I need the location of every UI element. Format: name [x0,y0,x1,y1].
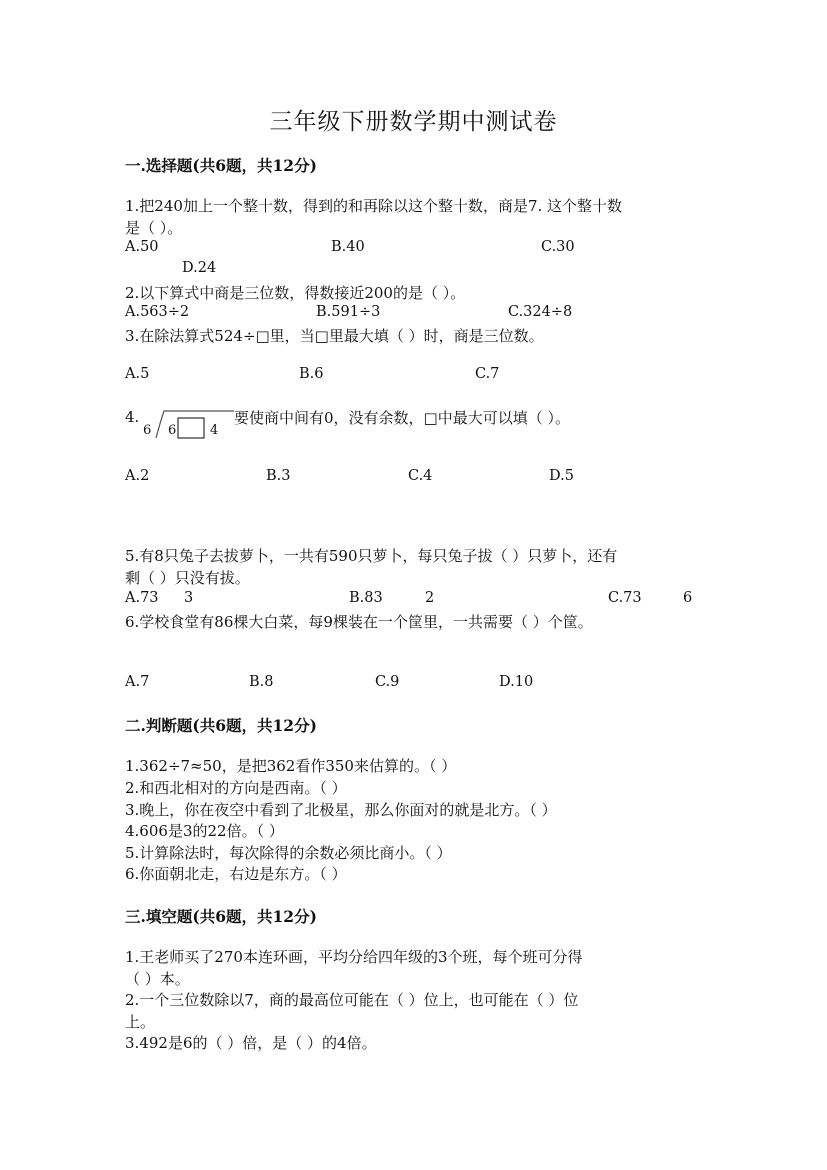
q5-option-a: A.73 [125,590,159,606]
q2-option-b: B.591÷3 [316,304,381,320]
q3-option-c: C.7 [475,366,500,382]
q1-option-c: C.30 [541,239,575,255]
q3-option-b: B.6 [299,366,324,382]
q4-option-b: B.3 [266,468,291,484]
section3-heading: 三.填空题(共6题，共12分) [125,907,317,926]
q1-option-d: D.24 [182,260,217,276]
q5-option-b: B.83 [349,590,383,606]
q4-dividend-last: 4 [210,423,219,438]
q3-option-a: A.5 [125,366,150,382]
q1-line1: 1.把240加上一个整十数，得到的和再除以这个整十数，商是7. 这个整十数 [125,197,623,215]
q6-option-a: A.7 [125,674,150,690]
judge-item-3: 3.晚上，你在夜空中看到了北极星，那么你面对的就是北方。（ ） [125,801,557,819]
q5-option-a-remainder: 3 [184,590,194,606]
q1-option-a: A.50 [125,239,159,255]
q6-text: 6.学校食堂有86棵大白菜，每9棵装在一个筐里，一共需要（ ）个筐。 [125,613,593,631]
q4-divisor: 6 [143,423,152,438]
q4-number: 4. [125,408,140,426]
section2-heading: 二.判断题(共6题，共12分) [125,716,317,735]
page-title: 三年级下册数学期中测试卷 [269,109,558,135]
section1-heading: 一.选择题(共6题，共12分) [125,156,317,175]
q5-option-c-remainder: 6 [683,590,693,606]
fill-q2-line2: 上。 [125,1013,156,1031]
q6-option-b: B.8 [249,674,274,690]
q4-dividend-first: 6 [168,423,177,438]
q4-text: 要使商中间有0，没有余数，□中最大可以填（ ）。 [234,409,570,427]
q4-option-c: C.4 [408,468,433,484]
q5-line2: 剩（ ）只没有拔。 [125,569,250,587]
long-division-bracket-icon [140,407,236,441]
q5-option-b-remainder: 2 [425,590,435,606]
q5-option-c: C.73 [608,590,642,606]
q2-option-a: A.563÷2 [125,304,190,320]
long-division-figure [140,407,236,441]
fill-q1-line2: （ ）本。 [125,970,190,988]
q6-option-c: C.9 [375,674,400,690]
fill-q1-line1: 1.王老师买了270本连环画，平均分给四年级的3个班，每个班可分得 [125,948,583,966]
q6-option-d: D.10 [499,674,534,690]
fill-q2-line1: 2.一个三位数除以7，商的最高位可能在（ ）位上，也可能在（ ）位 [125,991,579,1009]
q4-option-a: A.2 [125,468,150,484]
judge-item-2: 2.和西北相对的方向是西南。（ ） [125,779,347,797]
q2-option-c: C.324÷8 [508,304,573,320]
q3-text: 3.在除法算式524÷□里，当□里最大填（ ）时，商是三位数。 [125,327,544,345]
judge-item-6: 6.你面朝北走，右边是东方。（ ） [125,865,347,883]
q2-text: 2.以下算式中商是三位数，得数接近200的是（ ）。 [125,284,466,302]
q4-option-d: D.5 [549,468,574,484]
judge-item-4: 4.606是3的22倍。（ ） [125,822,284,840]
q5-line1: 5.有8只兔子去拔萝卜，一共有590只萝卜，每只兔子拔（ ）只萝卜，还有 [125,547,618,565]
q1-line2: 是（ ）。 [125,219,183,237]
judge-item-5: 5.计算除法时，每次除得的余数必须比商小。（ ） [125,844,452,862]
fill-q3-text: 3.492是6的（ ）倍，是（ ）的4倍。 [125,1034,377,1052]
judge-item-1: 1.362÷7≈50，是把362看作350来估算的。（ ） [125,757,457,775]
q1-option-b: B.40 [331,239,365,255]
